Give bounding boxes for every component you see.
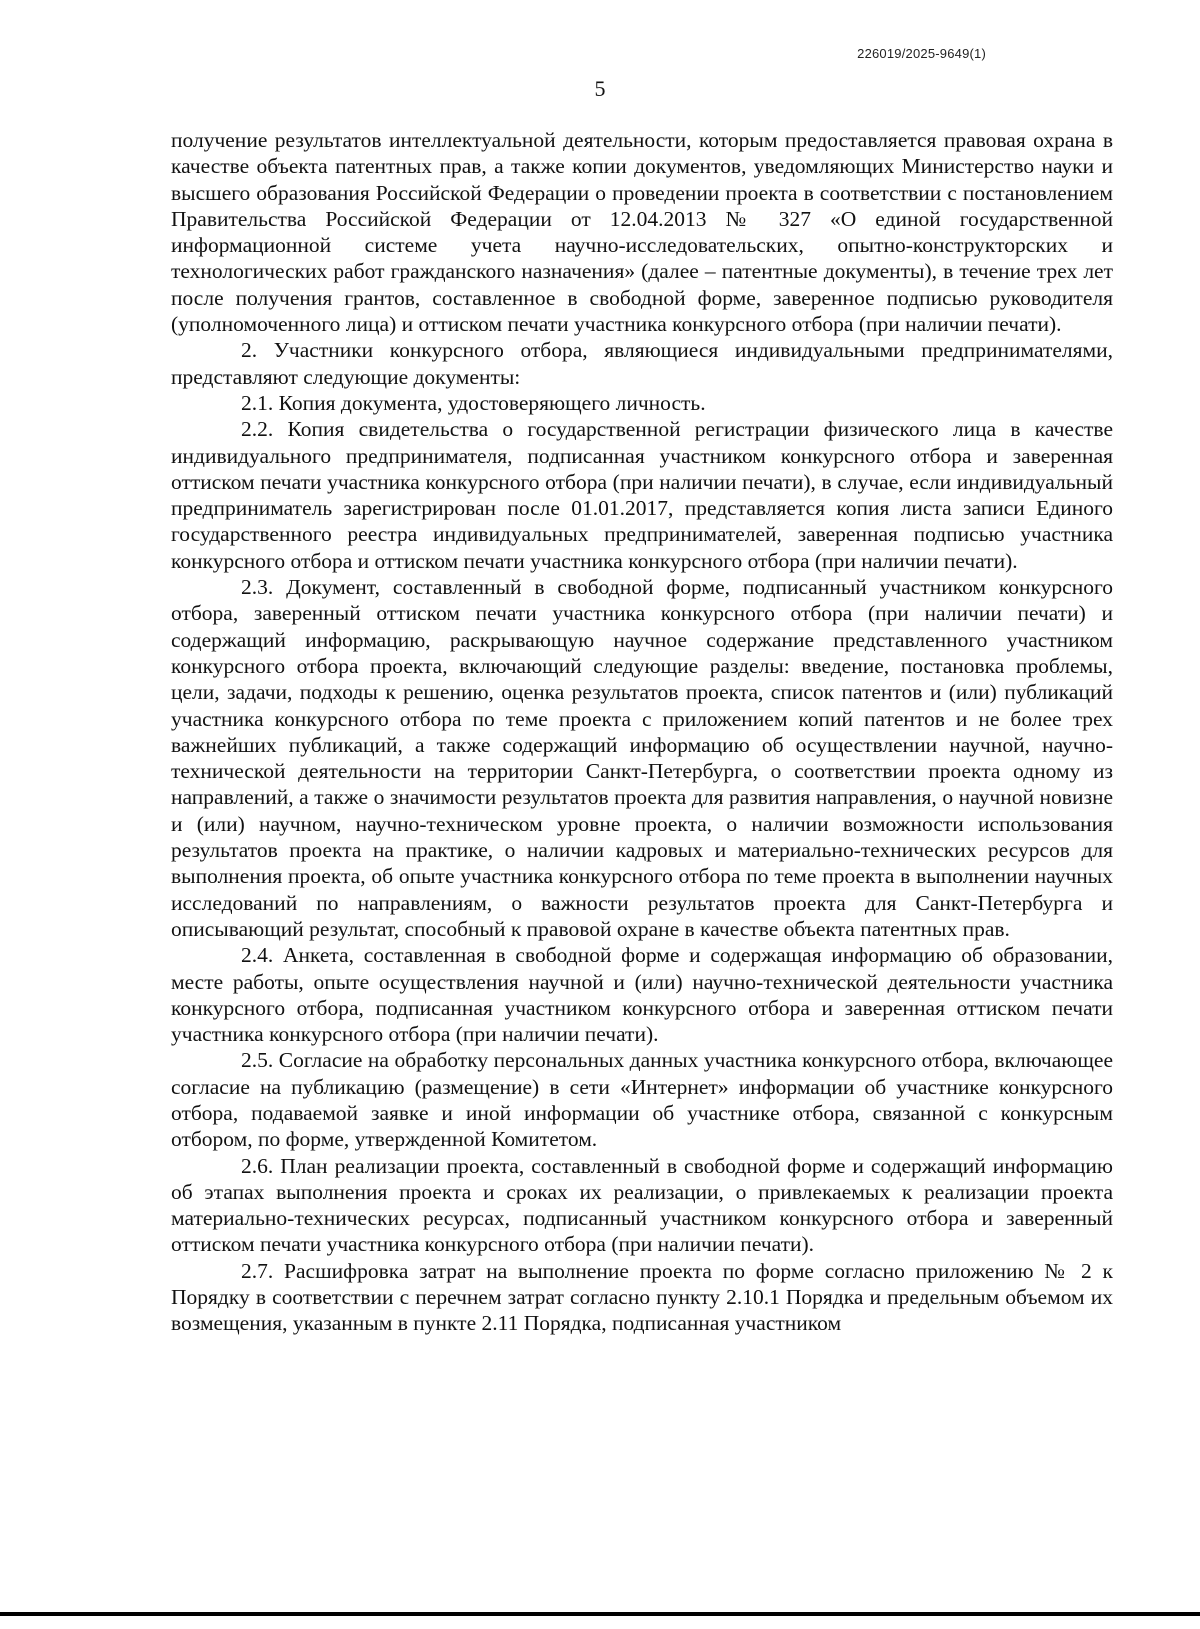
document-registration-number: 226019/2025-9649(1) — [857, 46, 986, 61]
document-body — [171, 127, 1113, 1337]
paragraph-2-7-cost-breakdown: 2.7. Расшифровка затрат на выполнение проекта по форме согласно приложению № 2 к Порядку в соответствии с перечнем затрат согласно пункту 2.10.1 Порядка и предельным объемом их возмещения, указанным в пункте 2.11 Порядка, подписанная участником — [171, 1258, 1113, 1336]
paragraph-2-6-implementation-plan: 2.6. План реализации проекта, составленный в свободной форме и содержащий информацию об этапах выполнения проекта и сроках их реализации, о привлекаемых к реализации проекта материально-технических ресурсах, подписанный участником конкурсного отбора и заверенный оттиском печати участника конкурсного отбора (при наличии печати). — [171, 1153, 1113, 1257]
paragraph-2-1-identity-document: 2.1. Копия документа, удостоверяющего личность. — [241, 390, 706, 415]
scan-border-line — [0, 1612, 1200, 1616]
paragraph-2-2-registration-certificate: 2.2. Копия свидетельства о государственной регистрации физического лица в качестве индивидуального предпринимателя, подписанная участником конкурсного отбора и заверенная оттиском печати участника конкурсного отбора (при наличии печати), в случае, если индивидуальный предприниматель зарегистрирован после 01.01.2017, представляется копия листа записи Единого государственного реестра индивидуальных предпринимателей, заверенная подписью участника конкурсного отбора и оттиском печати участника конкурсного отбора (при наличии печати). — [171, 417, 1113, 573]
paragraph-2-3-project-description: 2.3. Документ, составленный в свободной форме, подписанный участником конкурсного отбора, заверенный оттиском печати участника конкурсного отбора (при наличии печати) и содержащий информацию, раскрывающую научное содержание представленного участником конкурсного отбора проекта, включающий следующие разделы: введение, постановка проблемы, цели, задачи, подходы к решению, оценка результатов проекта, список патентов и (или) публикаций участника конкурсного отбора по теме проекта с приложением копий патентов и не более трех важнейших публикаций, а также содержащий информацию об осуществлении научной, научно-технической деятельности на территории Санкт-Петербурга, о соответствии проекта одному из направлений, а также о значимости результатов проекта для развития направления, о научной новизне и (или) научном, научно-техническом уровне проекта, о наличии возможности использования результатов проекта на практике, о наличии кадровых и материально-технических ресурсов для выполнения проекта, об опыте участника конкурсного отбора по теме проекта в выполнении научных исследований по направлениям, о важности результатов проекта для Санкт-Петербурга и описывающий результат, способный к правовой охране в качестве объекта патентных прав. — [171, 575, 1113, 941]
paragraph-2-4-questionnaire: 2.4. Анкета, составленная в свободной форме и содержащая информацию об образовании, месте работы, опыте осуществления научной и (или) научно-технической деятельности участника конкурсного отбора, подписанная участником конкурсного отбора и заверенная оттиском печати участника конкурсного отбора (при наличии печати). — [171, 943, 1113, 1047]
page-number: 5 — [594, 76, 606, 101]
paragraph-2-individual-entrepreneurs: 2. Участники конкурсного отбора, являющиеся индивидуальными предпринимателями, представляют следующие документы: — [171, 338, 1113, 389]
paragraph-patent-documents-continued: получение результатов интеллектуальной деятельности, которым предоставляется правовая охрана в качестве объекта патентных прав, а также копии документов, уведомляющих Министерство науки и высшего образования Российской Федерации о проведении проекта в соответствии с постановлением Правительства Российской Федерации от 12.04.2013 № 327 «О единой государственной информационной системе учета научно-исследовательских, опытно-конструкторских и технологических работ гражданского назначения» (далее – патентные документы), в течение трех лет после получения грантов, составленное в свободной форме, заверенное подписью руководителя (уполномоченного лица) и оттиском печати участника конкурсного отбора (при наличии печати). — [171, 128, 1113, 337]
paragraph-2-5-personal-data-consent: 2.5. Согласие на обработку персональных данных участника конкурсного отбора, включающее согласие на публикацию (размещение) в сети «Интернет» информации об участнике конкурсного отбора, подаваемой заявке и иной информации об участнике отбора, связанной с конкурсным отбором, по форме, утвержденной Комитетом. — [171, 1048, 1113, 1152]
